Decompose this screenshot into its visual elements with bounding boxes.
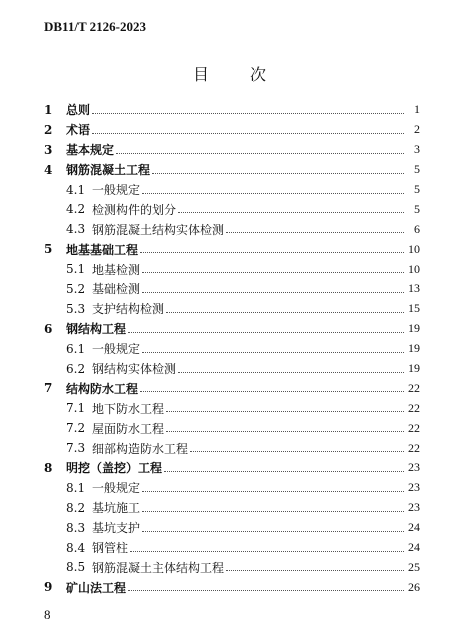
toc-entry-title: 地基检测 [92, 262, 141, 277]
toc-entry-title: 一般规定 [92, 342, 141, 357]
toc-entry-number: 6 [44, 321, 53, 336]
toc-entry-page: 25 [408, 559, 420, 574]
toc-entry-page: 3 [414, 142, 420, 157]
toc-entry-title: 基本规定 [66, 143, 115, 158]
toc-entry-page: 1 [414, 102, 420, 117]
toc-section-entry[interactable] [44, 299, 420, 319]
toc-entry-number: 7.2 [66, 421, 86, 436]
toc-section-entry[interactable] [44, 498, 420, 518]
dot-leader [164, 470, 404, 472]
dot-leader [142, 530, 404, 532]
toc-entry-page: 22 [408, 440, 420, 455]
dot-leader [152, 172, 404, 174]
toc-section-entry[interactable] [44, 478, 420, 498]
toc-entry-number: 8.3 [66, 520, 86, 535]
toc-chapter-entry[interactable] [44, 378, 420, 398]
toc-entry-page: 15 [408, 301, 420, 316]
dot-leader [142, 271, 404, 273]
toc-entry-page: 22 [408, 380, 420, 395]
toc-entry-title: 结构防水工程 [66, 381, 139, 396]
toc-section-entry[interactable] [44, 418, 420, 438]
toc-section-entry[interactable] [44, 180, 420, 200]
toc-entry-number: 8 [44, 460, 53, 475]
toc-entry-title: 基坑施工 [92, 501, 141, 516]
dot-leader [190, 450, 404, 452]
toc-entry-title: 检测构件的划分 [92, 202, 177, 217]
toc-entry-number: 5.1 [66, 262, 86, 277]
toc-entry-page: 24 [408, 540, 420, 555]
dot-leader [140, 390, 404, 392]
toc-entry-number: 6.1 [66, 341, 86, 356]
toc-entry-page: 19 [408, 361, 420, 376]
toc-entry-number: 7.1 [66, 401, 86, 416]
toc-entry-title: 钢筋混凝土结构实体检测 [92, 222, 225, 237]
toc-entry-page: 26 [408, 579, 420, 594]
toc-entry-number: 1 [44, 102, 53, 117]
page-number: 8 [44, 607, 51, 622]
toc-entry-number: 8.1 [66, 480, 86, 495]
toc-entry-title: 细部构造防水工程 [92, 441, 189, 456]
toc-entry-title: 钢管柱 [92, 541, 129, 556]
toc-entry-page: 19 [408, 321, 420, 336]
toc-entry-number: 3 [44, 142, 53, 157]
toc-section-entry[interactable] [44, 438, 420, 458]
dot-leader [142, 291, 404, 293]
toc-entry-number: 4.3 [66, 222, 86, 237]
toc-section-entry[interactable] [44, 538, 420, 558]
toc-section-entry[interactable] [44, 259, 420, 279]
toc-entry-number: 8.2 [66, 500, 86, 515]
toc-entry-page: 23 [408, 460, 420, 475]
toc-entry-title: 地基基础工程 [66, 242, 139, 257]
toc-entry-title: 基础检测 [92, 282, 141, 297]
toc-entry-page: 6 [414, 221, 420, 236]
toc-entry-title: 钢结构实体检测 [92, 362, 177, 377]
dot-leader [178, 211, 404, 213]
toc-section-entry[interactable] [44, 219, 420, 239]
toc-entry-number: 2 [44, 122, 53, 137]
toc-section-entry[interactable] [44, 518, 420, 538]
toc-entry-page: 22 [408, 400, 420, 415]
toc-chapter-entry[interactable] [44, 100, 420, 120]
dot-leader [142, 490, 404, 492]
toc-entry-page: 10 [408, 241, 420, 256]
toc-chapter-entry[interactable] [44, 319, 420, 339]
toc-section-entry[interactable] [44, 279, 420, 299]
toc-entry-page: 19 [408, 341, 420, 356]
toc-entry-title: 总则 [66, 103, 91, 118]
dot-leader [226, 569, 404, 571]
toc-entry-page: 22 [408, 420, 420, 435]
dot-leader [142, 192, 404, 194]
toc-entry-title: 术语 [66, 123, 91, 138]
dot-leader [142, 510, 404, 512]
toc-entry-page: 23 [408, 500, 420, 515]
toc-entry-title: 基坑支护 [92, 521, 141, 536]
toc-entry-title: 明挖（盖挖）工程 [66, 461, 163, 476]
toc-chapter-entry[interactable] [44, 120, 420, 140]
toc-entry-number: 4.1 [66, 182, 86, 197]
toc-entry-page: 2 [414, 122, 420, 137]
toc-entry-title: 一般规定 [92, 481, 141, 496]
toc-entry-page: 5 [414, 201, 420, 216]
toc-title: 目 次 [192, 65, 285, 84]
dot-leader [142, 351, 404, 353]
toc-entry-number: 5.3 [66, 301, 86, 316]
toc-entry-title: 屋面防水工程 [92, 421, 165, 436]
dot-leader [140, 251, 404, 253]
dot-leader [166, 430, 404, 432]
toc-section-entry[interactable] [44, 557, 420, 577]
toc-entry-title: 一般规定 [92, 183, 141, 197]
toc-entry-number: 7.3 [66, 441, 86, 456]
dot-leader [128, 589, 404, 591]
toc-entry-number: 5 [44, 242, 53, 257]
dot-leader [130, 550, 404, 552]
toc-section-entry[interactable] [44, 398, 420, 418]
toc-entry-title: 钢筋混凝土工程 [66, 163, 151, 178]
toc-entry-page: 13 [408, 281, 420, 296]
toc-entry-title: 地下防水工程 [92, 401, 165, 416]
toc-chapter-entry[interactable] [44, 458, 420, 478]
dot-leader [226, 231, 404, 233]
toc-entry-page: 5 [414, 162, 420, 177]
toc-entry-page: 24 [408, 520, 420, 535]
dot-leader [116, 152, 404, 154]
toc-entry-page: 5 [414, 182, 420, 196]
toc-entry-number: 7 [44, 381, 53, 396]
toc-entry-title: 支护结构检测 [92, 302, 165, 317]
toc-entry-number: 5.2 [66, 281, 86, 296]
toc-section-entry[interactable] [44, 359, 420, 379]
toc-entry-number: 8.5 [66, 560, 86, 575]
dot-leader [92, 132, 404, 134]
toc-entry-title: 矿山法工程 [66, 580, 127, 595]
toc-entry-number: 4 [44, 162, 53, 177]
toc-chapter-entry[interactable] [44, 140, 420, 160]
toc-section-entry[interactable] [44, 199, 420, 219]
toc-entry-page: 23 [408, 480, 420, 495]
toc-chapter-entry[interactable] [44, 577, 420, 597]
toc-entry-title: 钢结构工程 [66, 322, 127, 337]
toc-entry-number: 4.2 [66, 202, 86, 217]
toc-chapter-entry[interactable] [44, 239, 420, 259]
table-of-contents [44, 100, 420, 597]
dot-leader [178, 371, 404, 373]
toc-chapter-entry[interactable] [44, 160, 420, 180]
dot-leader [166, 311, 404, 313]
toc-section-entry[interactable] [44, 339, 420, 359]
dot-leader [166, 410, 404, 412]
toc-entry-page: 10 [408, 261, 420, 276]
toc-entry-number: 6.2 [66, 361, 86, 376]
toc-entry-number: 9 [44, 580, 53, 595]
toc-entry-number: 8.4 [66, 540, 86, 555]
dot-leader [128, 331, 404, 333]
document-code: DB11/T 2126-2023 [44, 19, 146, 34]
dot-leader [92, 112, 404, 114]
toc-entry-title: 钢筋混凝土主体结构工程 [92, 560, 225, 575]
